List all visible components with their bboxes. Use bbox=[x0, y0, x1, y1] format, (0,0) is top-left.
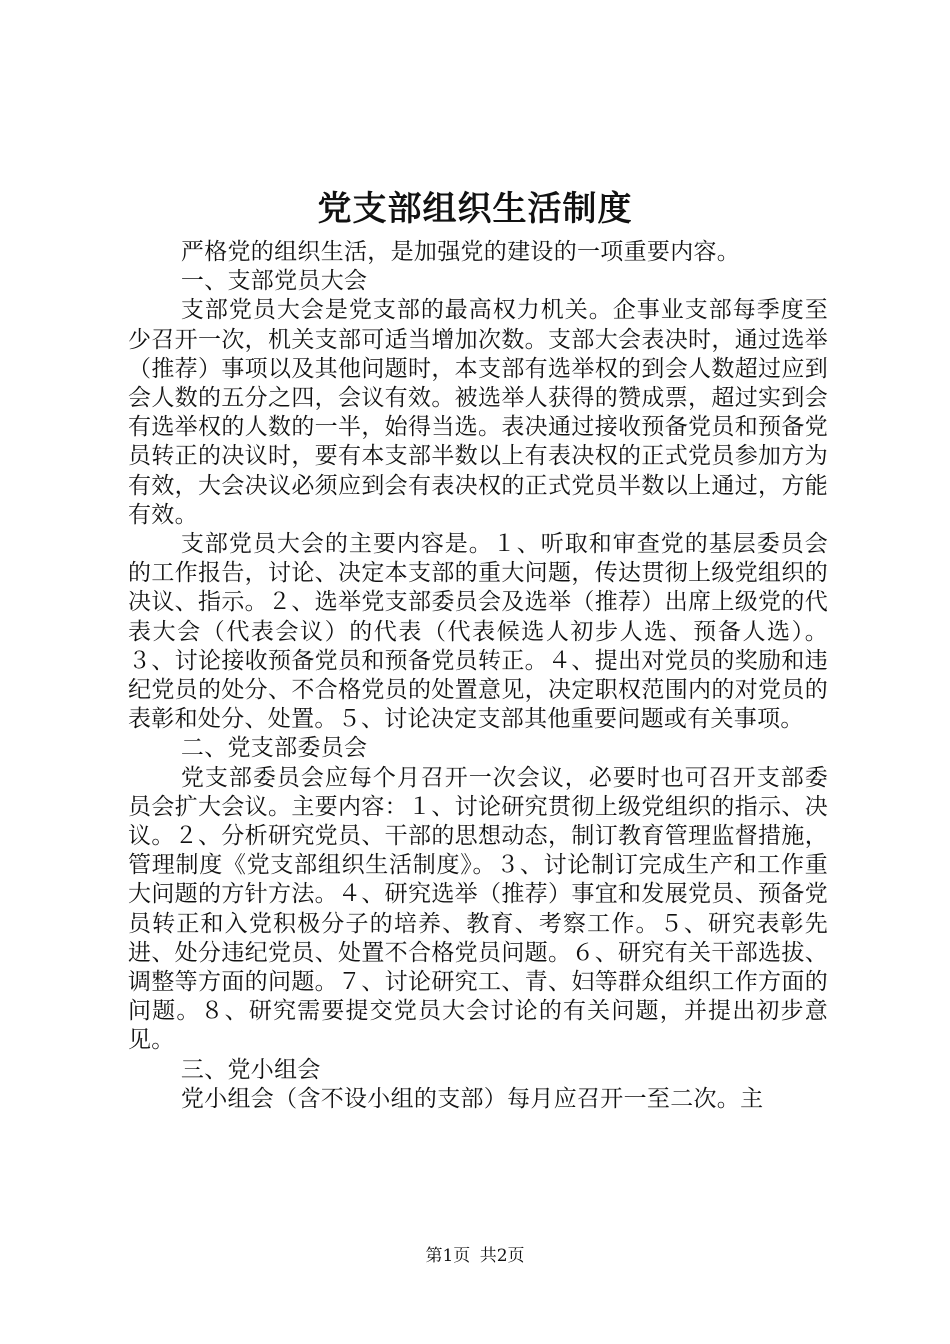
body-paragraph: 党支部委员会应每个月召开一次会议，必要时也可召开支部委员会扩大会议。主要内容：１、讨论研究贯彻上级党组织的指示、决议。２、分析研究党员、干部的思想动态，制订教育管理监督措施，管理制度《党支部组织生活制度》。３、讨论制订完成生产和工作重大问题的方针方法。４、研究选举（推荐）事宜和发展党员、预备党员转正和入党积极分子的培养、教育、考察工作。５、研究表彰先进、处分违纪党员、处置不合格党员问题。６、研究有关干部选拔、调整等方面的问题。７、讨论研究工、青、妇等群众组织工作方面的问题。８、研究需要提交党员大会讨论的有关问题，并提出初步意见。 bbox=[128, 764, 828, 1054]
intro-paragraph: 严格党的组织生活，是加强党的建设的一项重要内容。 bbox=[180, 239, 741, 265]
document-body bbox=[128, 238, 828, 1114]
body-paragraph: 支部党员大会是党支部的最高权力机关。企事业支部每季度至少召开一次，机关支部可适当增加次数。支部大会表决时，通过选举（推荐）事项以及其他问题时，本支部有选举权的到会人数超过应到会人数的五分之四，会议有效。被选举人获得的赞成票，超过实到会有选举权的人数的一半，始得当选。表决通过接收预备党员和预备党员转正的决议时，要有本支部半数以上有表决权的正式党员参加方为有效，大会决议必须应到会有表决权的正式党员半数以上通过，方能有效。 bbox=[128, 297, 828, 528]
section-heading-1: 一、支部党员大会 bbox=[180, 268, 368, 295]
page-total: 共2页 bbox=[479, 1246, 525, 1266]
section-heading-2: 二、党支部委员会 bbox=[180, 735, 368, 762]
page-footer bbox=[0, 1245, 950, 1267]
section-heading-3: 三、党小组会 bbox=[180, 1056, 321, 1083]
document-title: 党支部组织生活制度 bbox=[317, 189, 633, 229]
body-paragraph: 党小组会（含不设小组的支部）每月应召开一至二次。主 bbox=[180, 1085, 764, 1112]
page-number: 第1页 bbox=[425, 1246, 471, 1266]
body-paragraph: 支部党员大会的主要内容是。１、听取和审查党的基层委员会的工作报告，讨论、决定本支部的重大问题，传达贯彻上级党组织的决议、指示。２、选举党支部委员会及选举（推荐）出席上级党的代表大会（代表会议）的代表（代表候选人初步人选、预备人选）。３、讨论接收预备党员和预备党员转正。４、提出对党员的奖励和违纪党员的处分、不合格党员的处置意见，决定职权范围内的对党员的表彰和处分、处置。５、讨论决定支部其他重要问题或有关事项。 bbox=[128, 531, 828, 733]
